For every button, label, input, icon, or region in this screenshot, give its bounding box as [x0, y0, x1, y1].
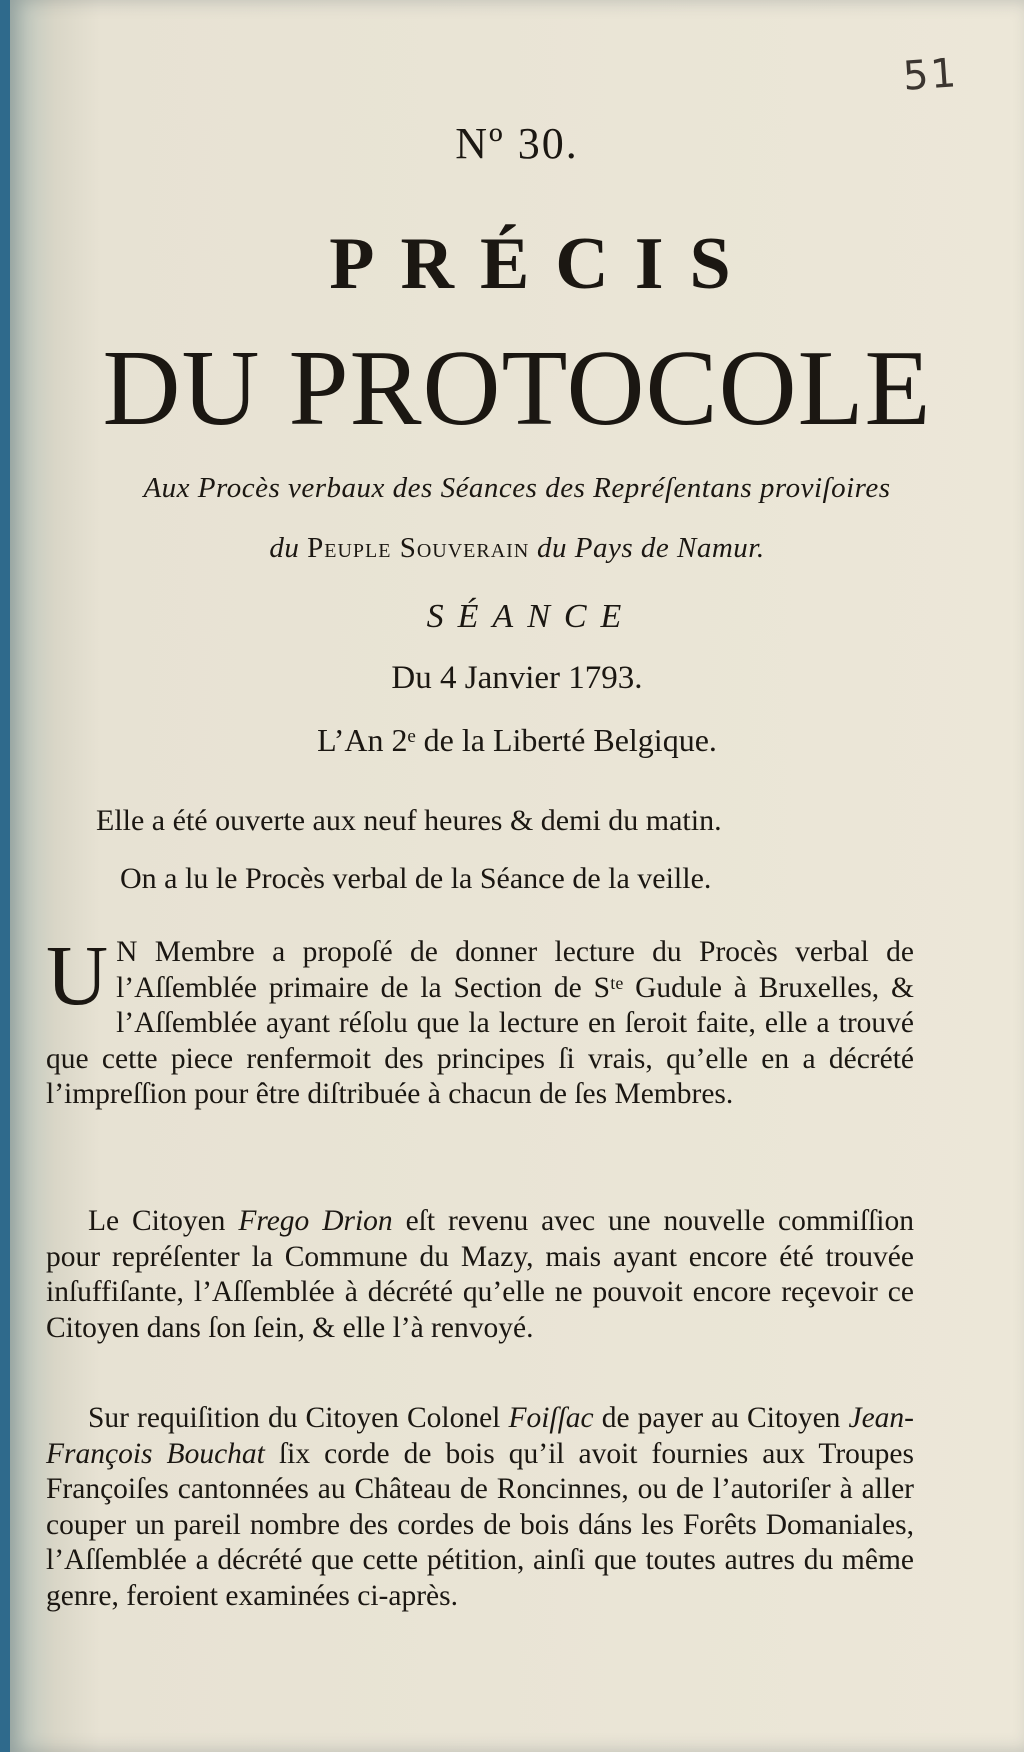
paragraph-3-post: ſix corde de bois qu’il avoit fournies aux Troupes Françoiſes cantonnées au Château de Roncinnes, ou de l’autoriſer à aller couper un pareil nombre des cordes de bois dáns les Forêts Domaniales, l’Aſſemblée a décrété que cette pétition, ainſi que toutes autres du même genre, feroient examinées ci-après. [46, 1437, 914, 1612]
title-precis: PRÉCIS [329, 223, 757, 305]
paragraph-3-mid: de payer au Citoyen [601, 1402, 841, 1434]
subtitle-pays: du Pays de Namur. [537, 532, 765, 564]
name-foissac: Foiſſac [508, 1402, 594, 1434]
paragraph-1 [46, 927, 914, 1113]
subtitle-line-1: Aux Procès verbaux des Séances des Repréſentans proviſoires [143, 472, 891, 504]
session-date: Du 4 Janvier 1793. [391, 660, 643, 696]
drop-cap: U [46, 927, 109, 1023]
subtitle-du: du [269, 532, 300, 564]
paragraph-3-pre: Sur requiſition du Citoyen Colonel [88, 1402, 501, 1434]
title-protocole: DU PROTOCOLE [102, 329, 932, 448]
name-bouchat: Jean-François Bouchat [46, 1402, 914, 1470]
paragraph-2-pre: Le Citoyen [88, 1205, 226, 1237]
subtitle [10, 458, 1024, 578]
opening-line: Elle a été ouverte aux neuf heures & demi du matin. [96, 804, 722, 837]
paragraph-2-post: eſt revenu avec une nouvelle commiſſion pour repréſenter la Commune du Mazy, mais ayant encore été trouvée inſuffiſante, l’Aſſemblée à décrété qu’elle ne pouvoit encore reçevoir ce Citoyen dans ſon ſein, & elle l’à renvoyé. [46, 1205, 914, 1344]
seance-heading: SÉANCE [426, 598, 636, 635]
liberty-year: L’An 2ᵉ de la Liberté Belgique. [317, 722, 717, 758]
name-frego-drion: Frego Drion [238, 1205, 393, 1237]
subtitle-peuple-souverain: Peuple Souverain [307, 532, 530, 564]
document-page [10, 0, 1024, 1752]
paragraph-3 [46, 1401, 914, 1614]
archive-number: 51 [901, 50, 960, 100]
reading-line: On a lu le Procès verbal de la Séance de la veille. [120, 862, 712, 895]
issue-number: Nº 30. [455, 119, 579, 168]
paragraph-1-text: N Membre a propoſé de donner lecture du Procès verbal de l’Aſſemblée primaire de la Section de Sᵗᵉ Gudule à Bruxelles, & l’Aſſemblée ayant réſolu que la lecture en ſeroit faite, elle a trouvé que cette piece renfermoit des principes ſi vrais, qu’elle en a décrété l’impreſſion pour être diſtribuée à chacun de ſes Membres. [46, 936, 914, 1110]
paragraph-2 [46, 1204, 914, 1346]
subtitle-line-2 [10, 518, 1024, 578]
